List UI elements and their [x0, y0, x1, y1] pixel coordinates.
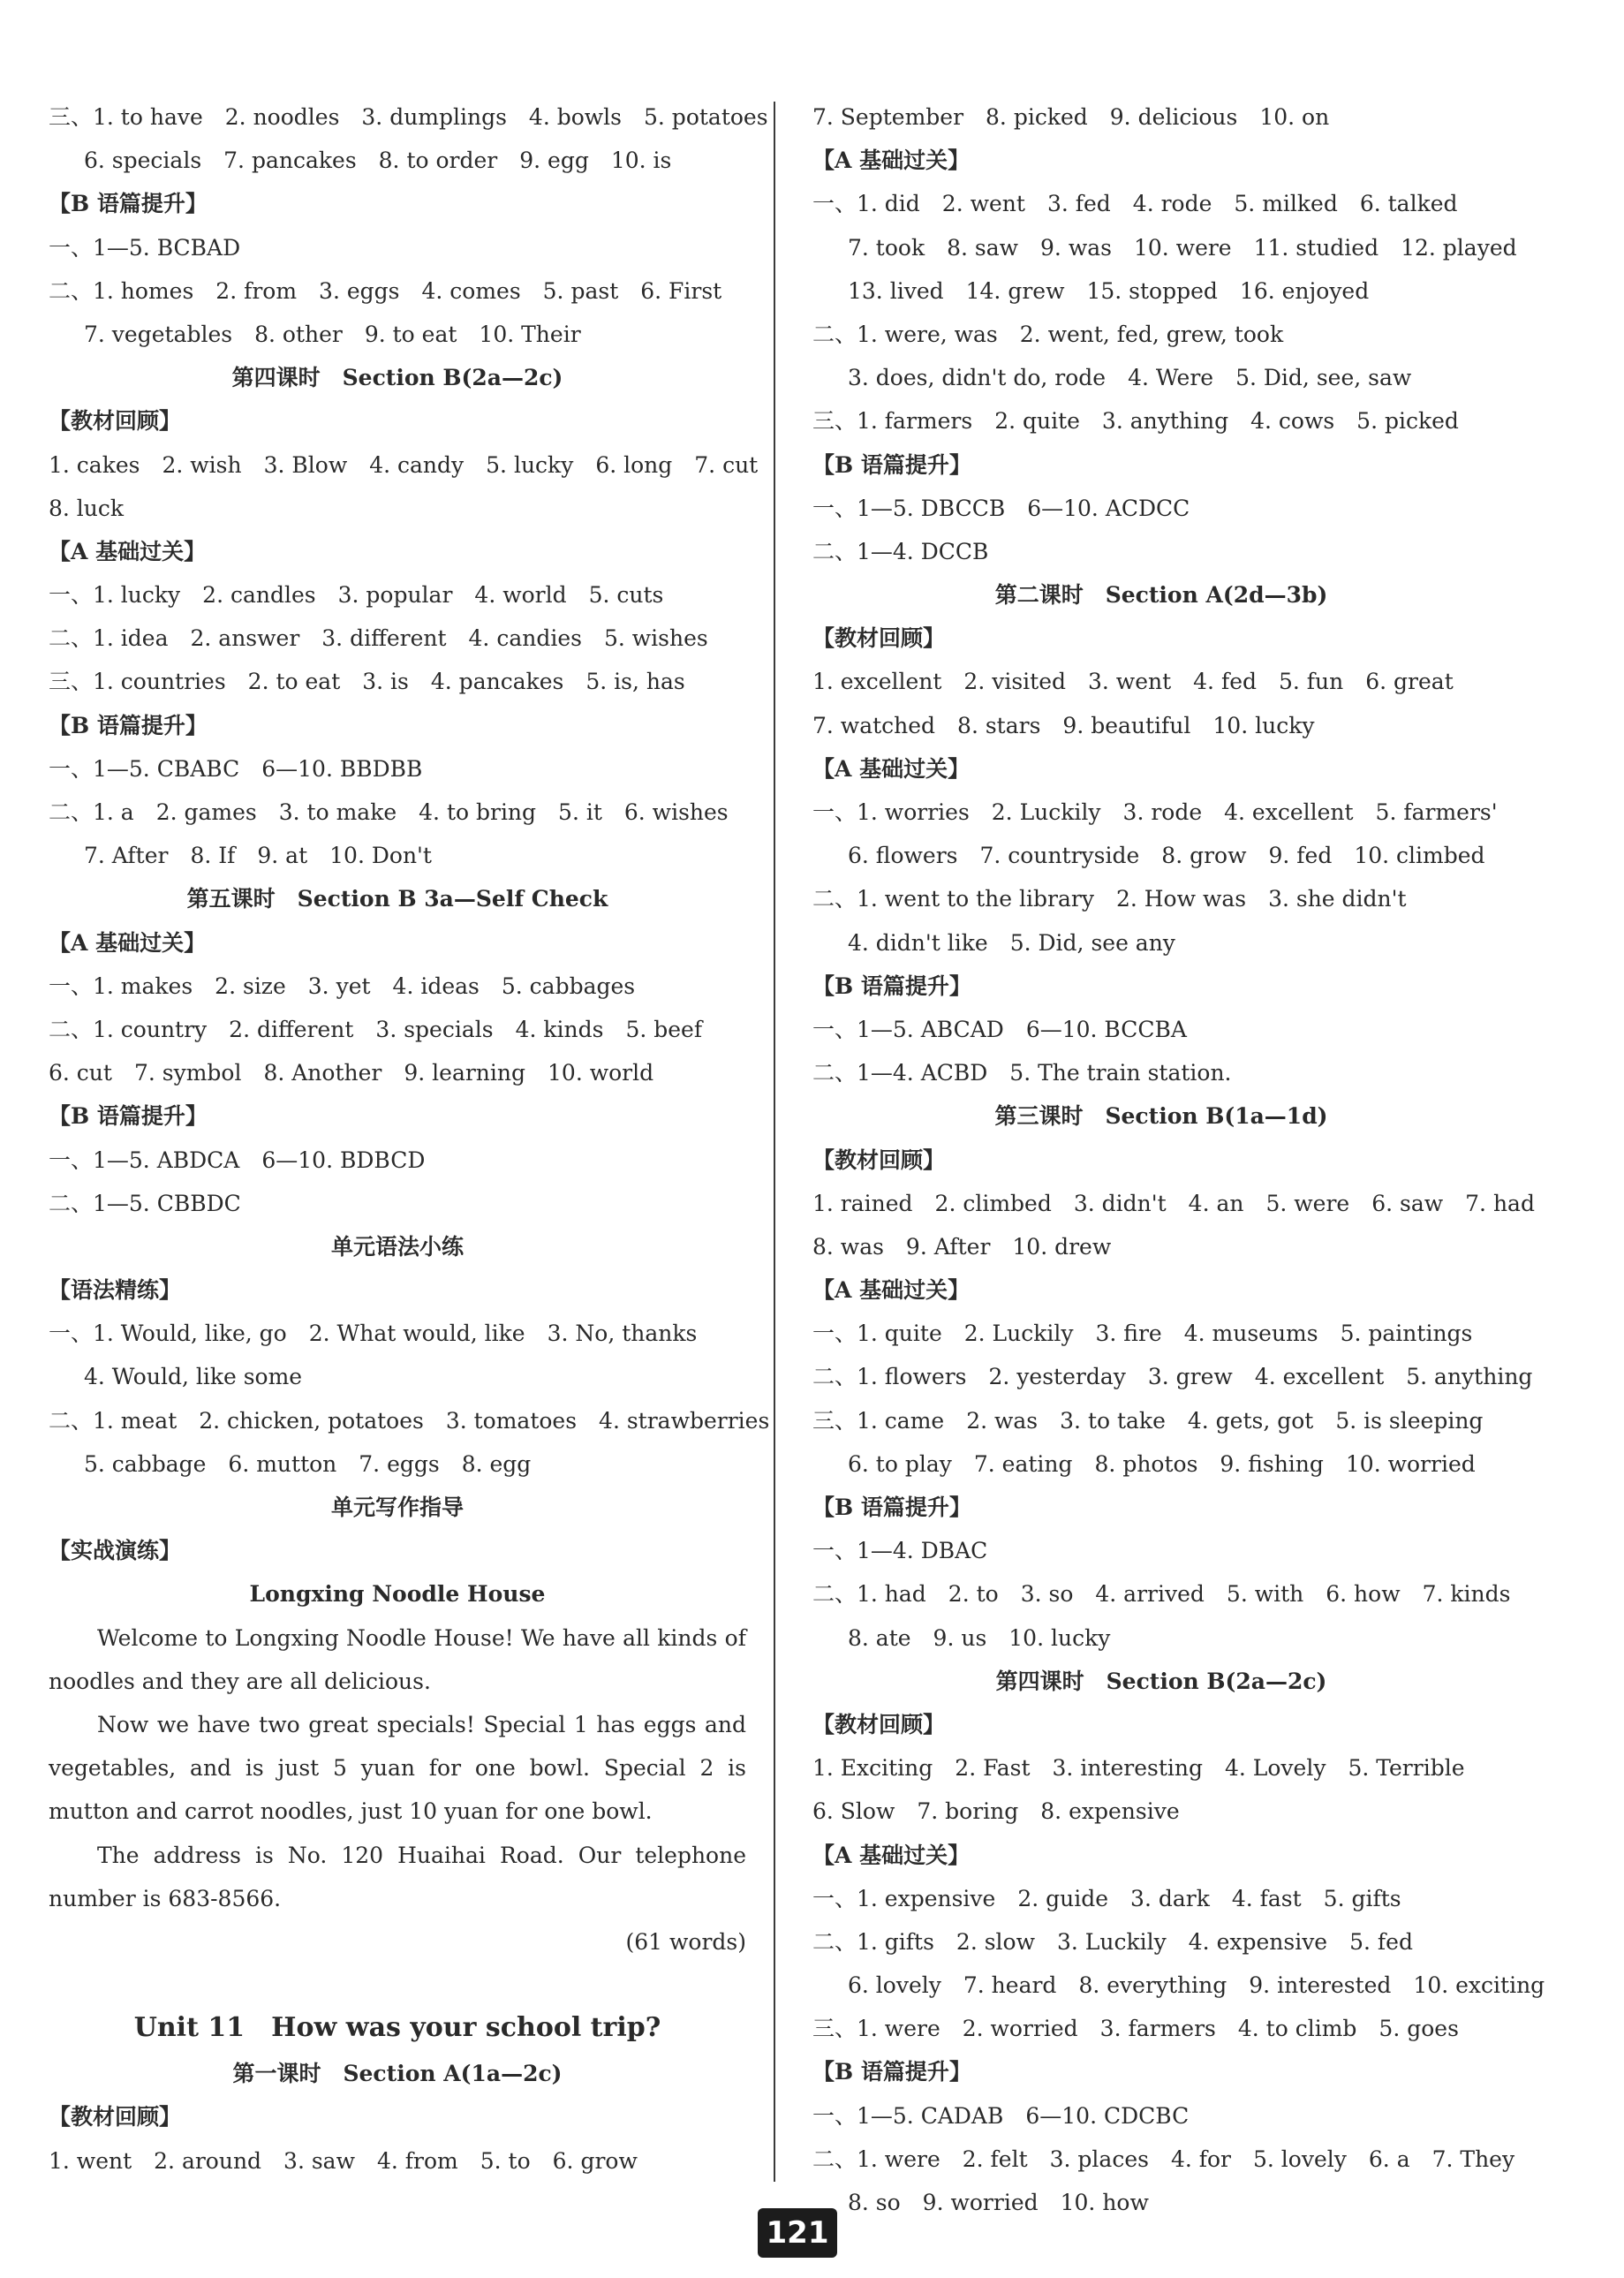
- word-count: (61 words): [625, 1928, 746, 1955]
- answer-line-continued: 13. lived 14. grew 15. stopped 16. enjoyed: [848, 277, 1370, 304]
- answer-line: 1. cakes 2. wish 3. Blow 4. candy 5. lucky 6. long 7. cut: [49, 451, 759, 478]
- answer-line: 一、1—4. DBAC: [812, 1538, 988, 1564]
- section-heading: 【A 基础过关】: [812, 1277, 971, 1304]
- answer-line: 三、1. came 2. was 3. to take 4. gets, got 5. is sleeping: [812, 1407, 1484, 1434]
- section-heading: 【A 基础过关】: [812, 148, 971, 174]
- answer-line: 二、1. a 2. games 3. to make 4. to bring 5. it 6. wishes: [49, 799, 729, 825]
- section-heading: 【教材回顾】: [812, 1147, 946, 1173]
- column-divider: [774, 102, 775, 2182]
- answer-line-continued: 6. lovely 7. heard 8. everything 9. interested 10. exciting: [848, 1972, 1545, 1999]
- lesson-heading: 单元写作指导: [330, 1495, 464, 1520]
- section-heading: 【教材回顾】: [49, 408, 182, 435]
- answer-line: 8. luck: [49, 495, 125, 521]
- answer-line-continued: 4. didn't like 5. Did, see any: [848, 929, 1175, 956]
- section-heading: 【A 基础过关】: [812, 755, 971, 782]
- answer-line: 一、1—5. BCBAD: [49, 234, 241, 261]
- answer-line: 三、1. farmers 2. quite 3. anything 4. cows 5. picked: [812, 408, 1459, 435]
- section-heading: 【A 基础过关】: [812, 1842, 971, 1868]
- answer-line: 一、1—5. ABDCA 6—10. BDBCD: [49, 1147, 426, 1173]
- answer-line: 二、1. country 2. different 3. specials 4. kinds 5. beef: [49, 1016, 703, 1042]
- answer-line-continued: 7. vegetables 8. other 9. to eat 10. Their: [84, 321, 581, 347]
- answer-line: 1. Exciting 2. Fast 3. interesting 4. Lovely 5. Terrible: [812, 1755, 1465, 1782]
- lesson-heading: 第四课时 Section B(2a—2c): [231, 365, 563, 391]
- section-heading: 【A 基础过关】: [49, 538, 207, 564]
- answer-line: 一、1. Would, like, go 2. What would, like 3. No, thanks: [49, 1321, 698, 1347]
- answer-line: 1. rained 2. climbed 3. didn't 4. an 5. were 6. saw 7. had: [812, 1190, 1535, 1216]
- section-heading: 【B 语篇提升】: [812, 1495, 971, 1520]
- answer-line: 二、1—4. DCCB: [812, 538, 989, 564]
- section-heading: 【A 基础过关】: [49, 929, 207, 956]
- answer-line: 一、1. lucky 2. candles 3. popular 4. world 5. cuts: [49, 582, 664, 609]
- answer-line-continued: 6. to play 7. eating 8. photos 9. fishing 10. worried: [848, 1450, 1476, 1477]
- lesson-heading: 第五课时 Section B 3a—Self Check: [186, 886, 608, 912]
- answer-line: 三、1. to have 2. noodles 3. dumplings 4. bowls 5. potatoes: [49, 104, 768, 130]
- answer-line: 一、1. did 2. went 3. fed 4. rode 5. milked 6. talked: [812, 191, 1458, 217]
- left-column: [49, 95, 770, 2183]
- lesson-heading: 第一课时 Section A(1a—2c): [232, 2061, 563, 2087]
- section-heading: 【教材回顾】: [49, 2104, 182, 2130]
- answer-line: 1. went 2. around 3. saw 4. from 5. to 6. grow: [49, 2147, 638, 2174]
- answer-line: 一、1. quite 2. Luckily 3. fire 4. museums 5. paintings: [812, 1321, 1473, 1347]
- answer-line-continued: 8. so 9. worried 10. how: [848, 2190, 1149, 2215]
- answer-line: 二、1. had 2. to 3. so 4. arrived 5. with 6. how 7. kinds: [812, 1581, 1511, 1608]
- answer-line-continued: 4. Would, like some: [84, 1364, 303, 1390]
- answer-line-continued: 6. specials 7. pancakes 8. to order 9. egg 10. is: [84, 148, 672, 174]
- answer-line: 二、1—4. ACBD 5. The train station.: [812, 1060, 1232, 1086]
- essay-title: Longxing Noodle House: [249, 1581, 546, 1608]
- section-heading: 【教材回顾】: [812, 1711, 946, 1737]
- answer-line: 一、1—5. ABCAD 6—10. BCCBA: [812, 1016, 1187, 1042]
- lesson-heading: 单元语法小练: [330, 1233, 464, 1260]
- section-heading: 【实战演练】: [49, 1538, 182, 1564]
- section-heading: 【B 语篇提升】: [49, 712, 208, 738]
- unit-title: Unit 11 How was your school trip?: [133, 2012, 661, 2044]
- right-column: [812, 95, 1545, 2224]
- answer-line: 二、1. were, was 2. went, fed, grew, took: [812, 321, 1284, 347]
- answer-line: 二、1. meat 2. chicken, potatoes 3. tomatoes 4. strawberries: [49, 1407, 770, 1434]
- answer-line: 三、1. countries 2. to eat 3. is 4. pancakes 5. is, has: [49, 669, 685, 695]
- answer-line-continued: 6. flowers 7. countryside 8. grow 9. fed 10. climbed: [848, 843, 1485, 869]
- essay: [49, 1616, 746, 1920]
- answer-line: 二、1—5. CBBDC: [49, 1190, 241, 1216]
- page-number: 121: [758, 2208, 837, 2258]
- answer-line-continued: 5. cabbage 6. mutton 7. eggs 8. egg: [84, 1450, 532, 1477]
- answer-line: 一、1. expensive 2. guide 3. dark 4. fast 5. gifts: [812, 1885, 1401, 1911]
- left-answer-lines: [49, 95, 770, 1616]
- answer-line-continued: 8. ate 9. us 10. lucky: [848, 1624, 1111, 1651]
- lesson-heading: 第三课时 Section B(1a—1d): [994, 1103, 1328, 1130]
- answer-line: 6. cut 7. symbol 8. Another 9. learning 10. world: [49, 1060, 654, 1086]
- answer-line: 二、1. homes 2. from 3. eggs 4. comes 5. past 6. First: [49, 277, 722, 304]
- essay-paragraph: The address is No. 120 Huaihai Road. Our telephone number is 683-8566.: [49, 1842, 746, 1911]
- right-answer-lines: [812, 95, 1545, 2224]
- answer-line: 二、1. idea 2. answer 3. different 4. candies 5. wishes: [49, 625, 708, 652]
- answer-line-continued: 7. took 8. saw 9. was 10. were 11. studied 12. played: [848, 234, 1517, 261]
- answer-line: 6. Slow 7. boring 8. expensive: [812, 1798, 1180, 1825]
- answer-line: 8. was 9. After 10. drew: [812, 1233, 1112, 1260]
- answer-line: 二、1. were 2. felt 3. places 4. for 5. lovely 6. a 7. They: [812, 2146, 1515, 2172]
- lesson-heading: 第二课时 Section A(2d—3b): [994, 582, 1328, 609]
- answer-line: 一、1. makes 2. size 3. yet 4. ideas 5. cabbages: [49, 973, 636, 999]
- answer-line: 一、1—5. CADAB 6—10. CDCBC: [812, 2102, 1190, 2129]
- section-heading: 【语法精练】: [49, 1277, 182, 1304]
- left-tail-lines: [49, 2052, 746, 2183]
- answer-line: 一、1—5. DBCCB 6—10. ACDCC: [812, 495, 1190, 521]
- section-heading: 【B 语篇提升】: [812, 2059, 971, 2085]
- answer-line-continued: 3. does, didn't do, rode 4. Were 5. Did, see, saw: [848, 365, 1412, 391]
- answer-line: 二、1. went to the library 2. How was 3. she didn't: [812, 886, 1407, 912]
- essay-paragraph: Now we have two great specials! Special 1 has eggs and vegetables, and is just 5 yuan for one bowl. Special 2 is mutton and carrot noodles, just 10 yuan for one bowl.: [49, 1711, 746, 1825]
- lesson-heading: 第四课时 Section B(2a—2c): [995, 1668, 1327, 1694]
- section-heading: 【B 语篇提升】: [49, 191, 208, 217]
- answer-line: 三、1. were 2. worried 3. farmers 4. to climb 5. goes: [812, 2016, 1459, 2042]
- answer-line: 7. September 8. picked 9. delicious 10. on: [812, 104, 1330, 130]
- answer-line: 二、1. flowers 2. yesterday 3. grew 4. excellent 5. anything: [812, 1364, 1533, 1390]
- section-heading: 【B 语篇提升】: [812, 451, 971, 478]
- answer-line: 一、1. worries 2. Luckily 3. rode 4. excellent 5. farmers': [812, 799, 1498, 825]
- answer-line: 7. watched 8. stars 9. beautiful 10. lucky: [812, 712, 1315, 738]
- section-heading: 【B 语篇提升】: [812, 973, 971, 999]
- answer-line: 1. excellent 2. visited 3. went 4. fed 5. fun 6. great: [812, 669, 1454, 695]
- essay-paragraph: Welcome to Longxing Noodle House! We have all kinds of noodles and they are all delicious.: [49, 1624, 746, 1694]
- answer-line-continued: 7. After 8. If 9. at 10. Don't: [84, 843, 432, 869]
- section-heading: 【教材回顾】: [812, 625, 946, 652]
- answer-line: 二、1. gifts 2. slow 3. Luckily 4. expensive 5. fed: [812, 1928, 1413, 1955]
- answer-line: 一、1—5. CBABC 6—10. BBDBB: [49, 755, 423, 782]
- section-heading: 【B 语篇提升】: [49, 1103, 208, 1130]
